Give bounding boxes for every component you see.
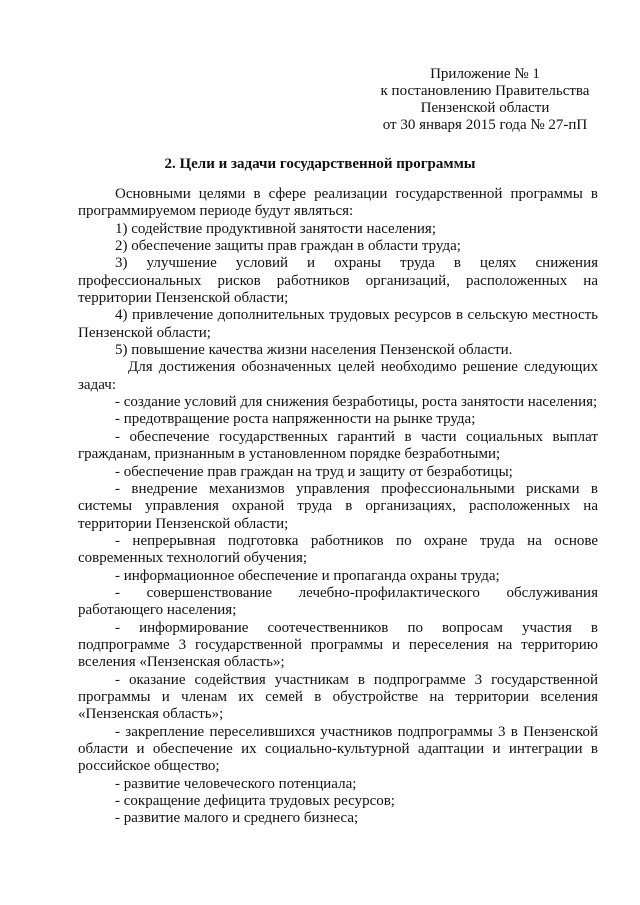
task-item: - предотвращение роста напряженности на рынке труда; (115, 411, 476, 428)
intro-paragraph: Основными целями в сфере реализации государственной программы в программируемом периоде будут являться: (78, 186, 598, 220)
task-item: - сокращение дефицита трудовых ресурсов; (115, 793, 395, 810)
task-item: - внедрение механизмов управления профессиональными рисками в системы управления охраной труда в организациях, расположенных на территории Пензенской области; (78, 480, 598, 532)
appendix-date: от 30 января 2015 года № 27-пП (382, 117, 588, 133)
task-item: - информационное обеспечение и пропаганда охраны труда; (115, 567, 500, 584)
tasks-intro-paragraph: Для достижения обозначенных целей необходимо решение следующих задач: (78, 359, 598, 393)
task-item: - обеспечение прав граждан на труд и защиту от безработицы; (115, 463, 513, 480)
task-item: - обеспечение государственных гарантий в части социальных выплат гражданам, признанным в установленном порядке безработными; (78, 428, 598, 463)
task-item: - закрепление переселившихся участников подпрограммы 3 в Пензенской области и обеспечение их социально-культурной адаптации и интеграции в российское общество; (78, 723, 598, 775)
goal-item: 1) содействие продуктивной занятости населения; (115, 220, 436, 237)
task-item: - создание условий для снижения безработицы, роста занятости населения; (115, 394, 598, 411)
task-item: - совершенствование лечебно-профилактического обслуживания работающего населения; (78, 584, 598, 619)
appendix-number: Приложение № 1 (430, 66, 540, 82)
task-item: - непрерывная подготовка работников по охране труда на основе современных технологий обучения; (78, 532, 598, 567)
section-title: 2. Цели и задачи государственной программы (164, 156, 476, 172)
goal-item: 3) улучшение условий и охраны труда в целях снижения профессиональных рисков работников организаций, расположенных на территории Пензенской области; (78, 255, 598, 307)
task-item: - информирование соотечественников по вопросам участия в подпрограмме 3 государственной программы и переселения на территорию вселения «Пензенская область»; (78, 619, 598, 671)
appendix-region: Пензенской области (420, 100, 550, 116)
document-body (78, 186, 598, 828)
task-item: - развитие человеческого потенциала; (115, 775, 357, 792)
task-item: - развитие малого и среднего бизнеса; (115, 810, 359, 827)
goal-item: 2) обеспечение защиты прав граждан в области труда; (115, 238, 461, 255)
goal-item: 4) привлечение дополнительных трудовых ресурсов в сельскую местность Пензенской области; (78, 307, 598, 341)
appendix-reference: к постановлению Правительства (380, 83, 590, 99)
task-item: - оказание содействия участникам в подпрограмме 3 государственной программы и членам их семей в обустройстве на территории вселения «Пензенская область»; (78, 671, 598, 723)
goal-item: 5) повышение качества жизни населения Пензенской области. (115, 342, 513, 359)
appendix-header (360, 66, 610, 134)
